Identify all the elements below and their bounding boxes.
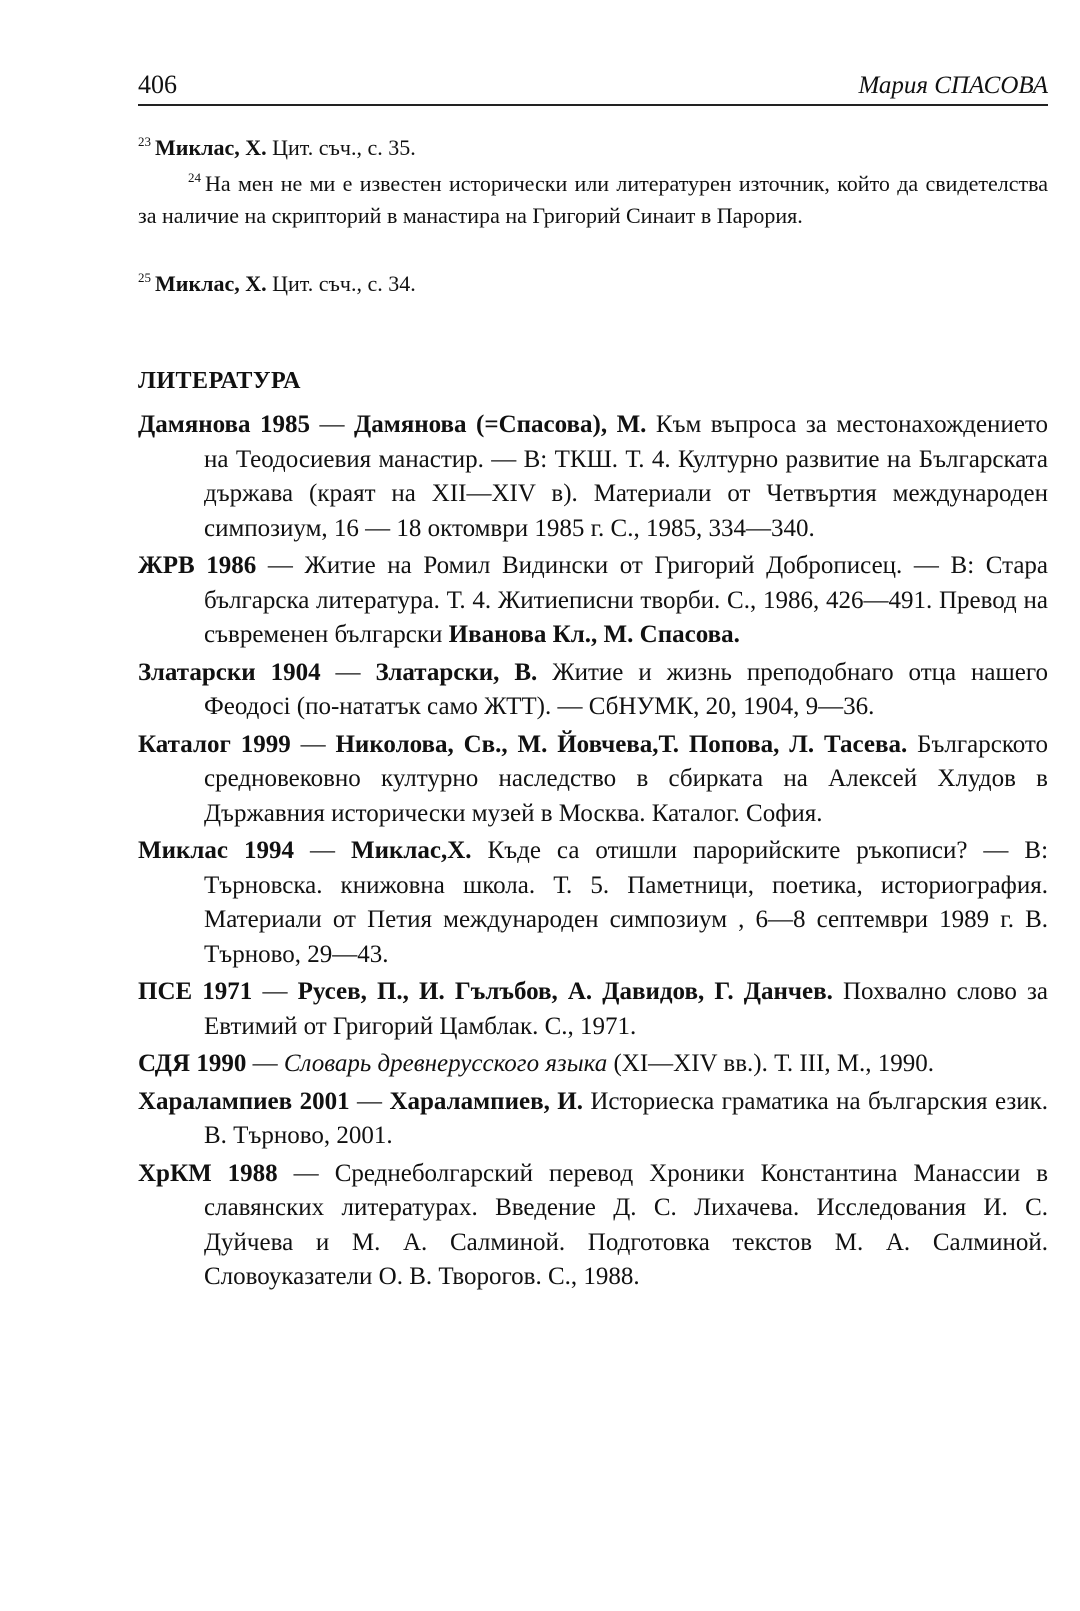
bibliography-entry: ПСЕ 1971 — Русев, П., И. Гълъбов, А. Давидов, Г. Данчев. Похвално слово за Евтимий от Григорий Цамблак. С., 1971. bbox=[138, 978, 1048, 1040]
entry-author: Харалампиев, И. bbox=[389, 1087, 583, 1115]
entry-translators: Иванова Кл., М. Спасова. bbox=[448, 621, 740, 648]
footnote-author: Миклас, Х. bbox=[155, 271, 267, 296]
entry-key: Миклас 1994 bbox=[138, 837, 295, 864]
bibliography-entry: Дамянова 1985 — Дамянова (=Спасова), М. Към въпроса за местонахождението на Теодосиевия манастир. — В: ТКШ. Т. 4. Културно развитие на Българската държава (краят на XII—XIV в). Материали от Четвъртия международен симпозиум, 16 — 18 октомври 1985 г. С., 1985, 334—340. bbox=[138, 411, 1049, 542]
footnote bbox=[138, 162, 1048, 232]
entry-text: Към въпроса за местонахождението на Теодосиевия манастир. — В: ТКШ. Т. 4. Културно развитие на Българската държава (краят на XII—XIV в). Материали от Четвъртия международен симпозиум, 16 — 18 октомври 1985 г. С., 1985, 334—340. bbox=[204, 411, 1049, 542]
bibliography-entry: Златарски 1904 — Златарски, В. Житие и жизнь преподобнаго отца нашего Феодосi (по-нататък само ЖТТ). — СбНУМК, 20, 1904, 9—36. bbox=[138, 658, 1048, 720]
entry-title: Словарь древнерусского языка bbox=[283, 1050, 608, 1077]
footnote-number: 24 bbox=[188, 170, 201, 185]
footnote-number: 25 bbox=[138, 270, 151, 285]
footnote-text: На мен не ми е известен исторически или литературен източник, който да свидетелства за наличие на скрипторий в манастира на Григорий Синаит в Парория. bbox=[138, 171, 1048, 228]
entry-text: Похвално слово за Евтимий от Григорий Цамблак. С., 1971. bbox=[204, 978, 1048, 1040]
entry-author: Русев, П., И. Гълъбов, А. Давидов, Г. Данчев. bbox=[297, 978, 833, 1005]
entry-text: Къде са отишли парорийските ръкописи? — В: Търновска. книжовна школа. Т. 5. Паметници, поетика, историография. Материали от Петия международен симпозиум , 6—8 септември 1989 г. В. Търново, 29—43. bbox=[204, 837, 1049, 968]
entry-key: ЖРВ 1986 bbox=[138, 552, 257, 579]
entry-key: СДЯ 1990 bbox=[138, 1050, 247, 1077]
entry-author: Миклас,Х. bbox=[350, 837, 472, 864]
entry-text: Житие на Ромил Видински от Григорий Доброписец. — В: Стара българска литература. Т. 4. Житиеписни творби. С., 1986, 426—491. Превод на съвременен български bbox=[204, 552, 1049, 648]
bibliography-list bbox=[138, 408, 1048, 1298]
entry-author: Николова, Св., М. Йовчева,Т. Попова, Л. Тасева. bbox=[335, 730, 908, 758]
bibliography-entry: Харалампиев 2001 — Харалампиев, И. Историеска граматика на българския език. В. Търново, 2001. bbox=[138, 1087, 1049, 1149]
page-header bbox=[138, 70, 1048, 106]
footnote bbox=[138, 126, 1048, 164]
entry-key: Златарски 1904 bbox=[138, 658, 321, 686]
bibliography-entry: Каталог 1999 — Николова, Св., М. Йовчева,Т. Попова, Л. Тасева. Българското средновековно културно наследство в сбирката на Алексей Хлудов в Държавния исторически музей в Москва. Каталог. София. bbox=[138, 730, 1048, 827]
page-number: 406 bbox=[138, 70, 177, 99]
entry-text: Среднеболгарский перевод Хроники Константина Манассии в славянских литературах. Введение Д. С. Лихачева. Исследования И. С. Дуйчева и М. А. Салминой. Подготовка текстов М. А. Салминой. Словоуказатели О. В. Творогов. С., 1988. bbox=[204, 1159, 1049, 1290]
bibliography-title: ЛИТЕРАТУРА bbox=[138, 368, 301, 394]
entry-key: ПСЕ 1971 bbox=[138, 978, 253, 1005]
footnote-number: 23 bbox=[138, 134, 151, 149]
bibliography-entry: ХрКМ 1988 — Среднеболгарский перевод Хроники Константина Манассии в славянских литературах. Введение Д. С. Лихачева. Исследования И. С. Дуйчева и М. А. Салминой. Подготовка текстов М. А. Салминой. Словоуказатели О. В. Творогов. С., 1988. bbox=[138, 1159, 1049, 1290]
entry-author: Дамянова (=Спасова), М. bbox=[354, 411, 647, 438]
entry-text: Житие и жизнь преподобнаго отца нашего Феодосi (по-нататък само ЖТТ). — СбНУМК, 20, 1904, 9—36. bbox=[204, 658, 1048, 720]
bibliography-entry: Миклас 1994 — Миклас,Х. Къде са отишли парорийските ръкописи? — В: Търновска. книжовна школа. Т. 5. Паметници, поетика, историография. Материали от Петия международен симпозиум , 6—8 септември 1989 г. В. Търново, 29—43. bbox=[138, 837, 1049, 968]
entry-text: Българското средновековно културно наследство в сбирката на Алексей Хлудов в Държавния исторически музей в Москва. Каталог. София. bbox=[204, 730, 1048, 827]
entry-key: Дамянова 1985 bbox=[138, 411, 311, 438]
bibliography-entry: ЖРВ 1986 — Житие на Ромил Видински от Григорий Доброписец. — В: Стара българска литература. Т. 4. Житиеписни творби. С., 1986, 426—491. Превод на съвременен български Иванова Кл., М. Спасова. bbox=[138, 552, 1049, 648]
footnote-author: Миклас, Х. bbox=[155, 135, 267, 160]
entry-key: Харалампиев 2001 bbox=[138, 1087, 350, 1115]
entry-author: Златарски, В. bbox=[375, 658, 538, 686]
entry-text: Историеска граматика на българския език. В. Търново, 2001. bbox=[204, 1087, 1049, 1149]
running-head: Мария СПАСОВА bbox=[858, 72, 1048, 99]
footnote bbox=[138, 262, 1048, 300]
entry-key: ХрКМ 1988 bbox=[138, 1159, 278, 1187]
entry-key: Каталог 1999 bbox=[138, 730, 291, 758]
footnote-text: Цит. съч., с. 35. bbox=[272, 135, 416, 160]
footnote-text: Цит. съч., с. 34. bbox=[272, 271, 416, 296]
entry-text: (XI—XIV вв.). Т. III, М., 1990. bbox=[607, 1050, 935, 1077]
bibliography-entry: СДЯ 1990 — Словарь древнерусского языка (XI—XIV вв.). Т. III, М., 1990. bbox=[138, 1050, 935, 1077]
